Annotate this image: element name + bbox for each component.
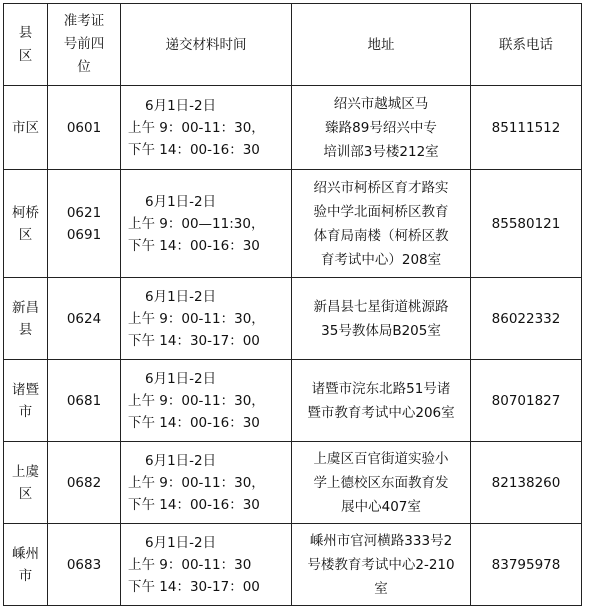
table-row bbox=[4, 360, 582, 442]
time-cell: 6月1日-2日 上午 9：00—11:30， 下午 14：00-16：30 bbox=[121, 170, 292, 278]
county-cell: 嵊州市 bbox=[4, 524, 48, 606]
table-row bbox=[4, 278, 582, 360]
code-cell: 0621 0691 bbox=[48, 170, 121, 278]
county-cell: 市区 bbox=[4, 86, 48, 170]
code-cell: 0682 bbox=[48, 442, 121, 524]
time-cell: 6月1日-2日 上午 9：00-11：30， 下午 14：00-16：30 bbox=[121, 86, 292, 170]
code-cell: 0683 bbox=[48, 524, 121, 606]
county-cell: 新昌县 bbox=[4, 278, 48, 360]
time-cell: 6月1日-2日 上午 9：00-11：30， 下午 14：00-16：30 bbox=[121, 442, 292, 524]
table-row bbox=[4, 170, 582, 278]
address-cell: 新昌县七星街道桃源路 35号教体局B205室 bbox=[292, 278, 471, 360]
address-cell: 诸暨市浣东北路51号诸 暨市教育考试中心206室 bbox=[292, 360, 471, 442]
header-county: 县 区 bbox=[4, 4, 48, 86]
header-time: 递交材料时间 bbox=[121, 4, 292, 86]
county-cell: 柯桥区 bbox=[4, 170, 48, 278]
phone-cell: 80701827 bbox=[471, 360, 582, 442]
county-cell: 诸暨市 bbox=[4, 360, 48, 442]
address-cell: 绍兴市越城区马 臻路89号绍兴中专 培训部3号楼212室 bbox=[292, 86, 471, 170]
header-row bbox=[4, 4, 582, 86]
table-row bbox=[4, 442, 582, 524]
address-cell: 绍兴市柯桥区育才路实 验中学北面柯桥区教育 体育局南楼（柯桥区教 育考试中心）208室 bbox=[292, 170, 471, 278]
phone-cell: 85111512 bbox=[471, 86, 582, 170]
phone-cell: 86022332 bbox=[471, 278, 582, 360]
time-cell: 6月1日-2日 上午 9：00-11：30， 下午 14：30-17：00 bbox=[121, 278, 292, 360]
phone-cell: 82138260 bbox=[471, 442, 582, 524]
phone-cell: 83795978 bbox=[471, 524, 582, 606]
header-exam-code: 准考证 号前四 位 bbox=[48, 4, 121, 86]
address-cell: 上虞区百官街道实验小 学上德校区东面教育发 展中心407室 bbox=[292, 442, 471, 524]
time-cell: 6月1日-2日 上午 9：00-11：30， 下午 14：00-16：30 bbox=[121, 360, 292, 442]
code-cell: 0601 bbox=[48, 86, 121, 170]
county-cell: 上虞区 bbox=[4, 442, 48, 524]
table-row bbox=[4, 86, 582, 170]
address-cell: 嵊州市官河横路333号2 号楼教育考试中心2-210 室 bbox=[292, 524, 471, 606]
header-address: 地址 bbox=[292, 4, 471, 86]
code-cell: 0624 bbox=[48, 278, 121, 360]
time-cell: 6月1日-2日 上午 9：00-11：30 下午 14：30-17：00 bbox=[121, 524, 292, 606]
code-cell: 0681 bbox=[48, 360, 121, 442]
header-phone: 联系电话 bbox=[471, 4, 582, 86]
phone-cell: 85580121 bbox=[471, 170, 582, 278]
submission-info-table bbox=[3, 3, 582, 606]
table-row bbox=[4, 524, 582, 606]
